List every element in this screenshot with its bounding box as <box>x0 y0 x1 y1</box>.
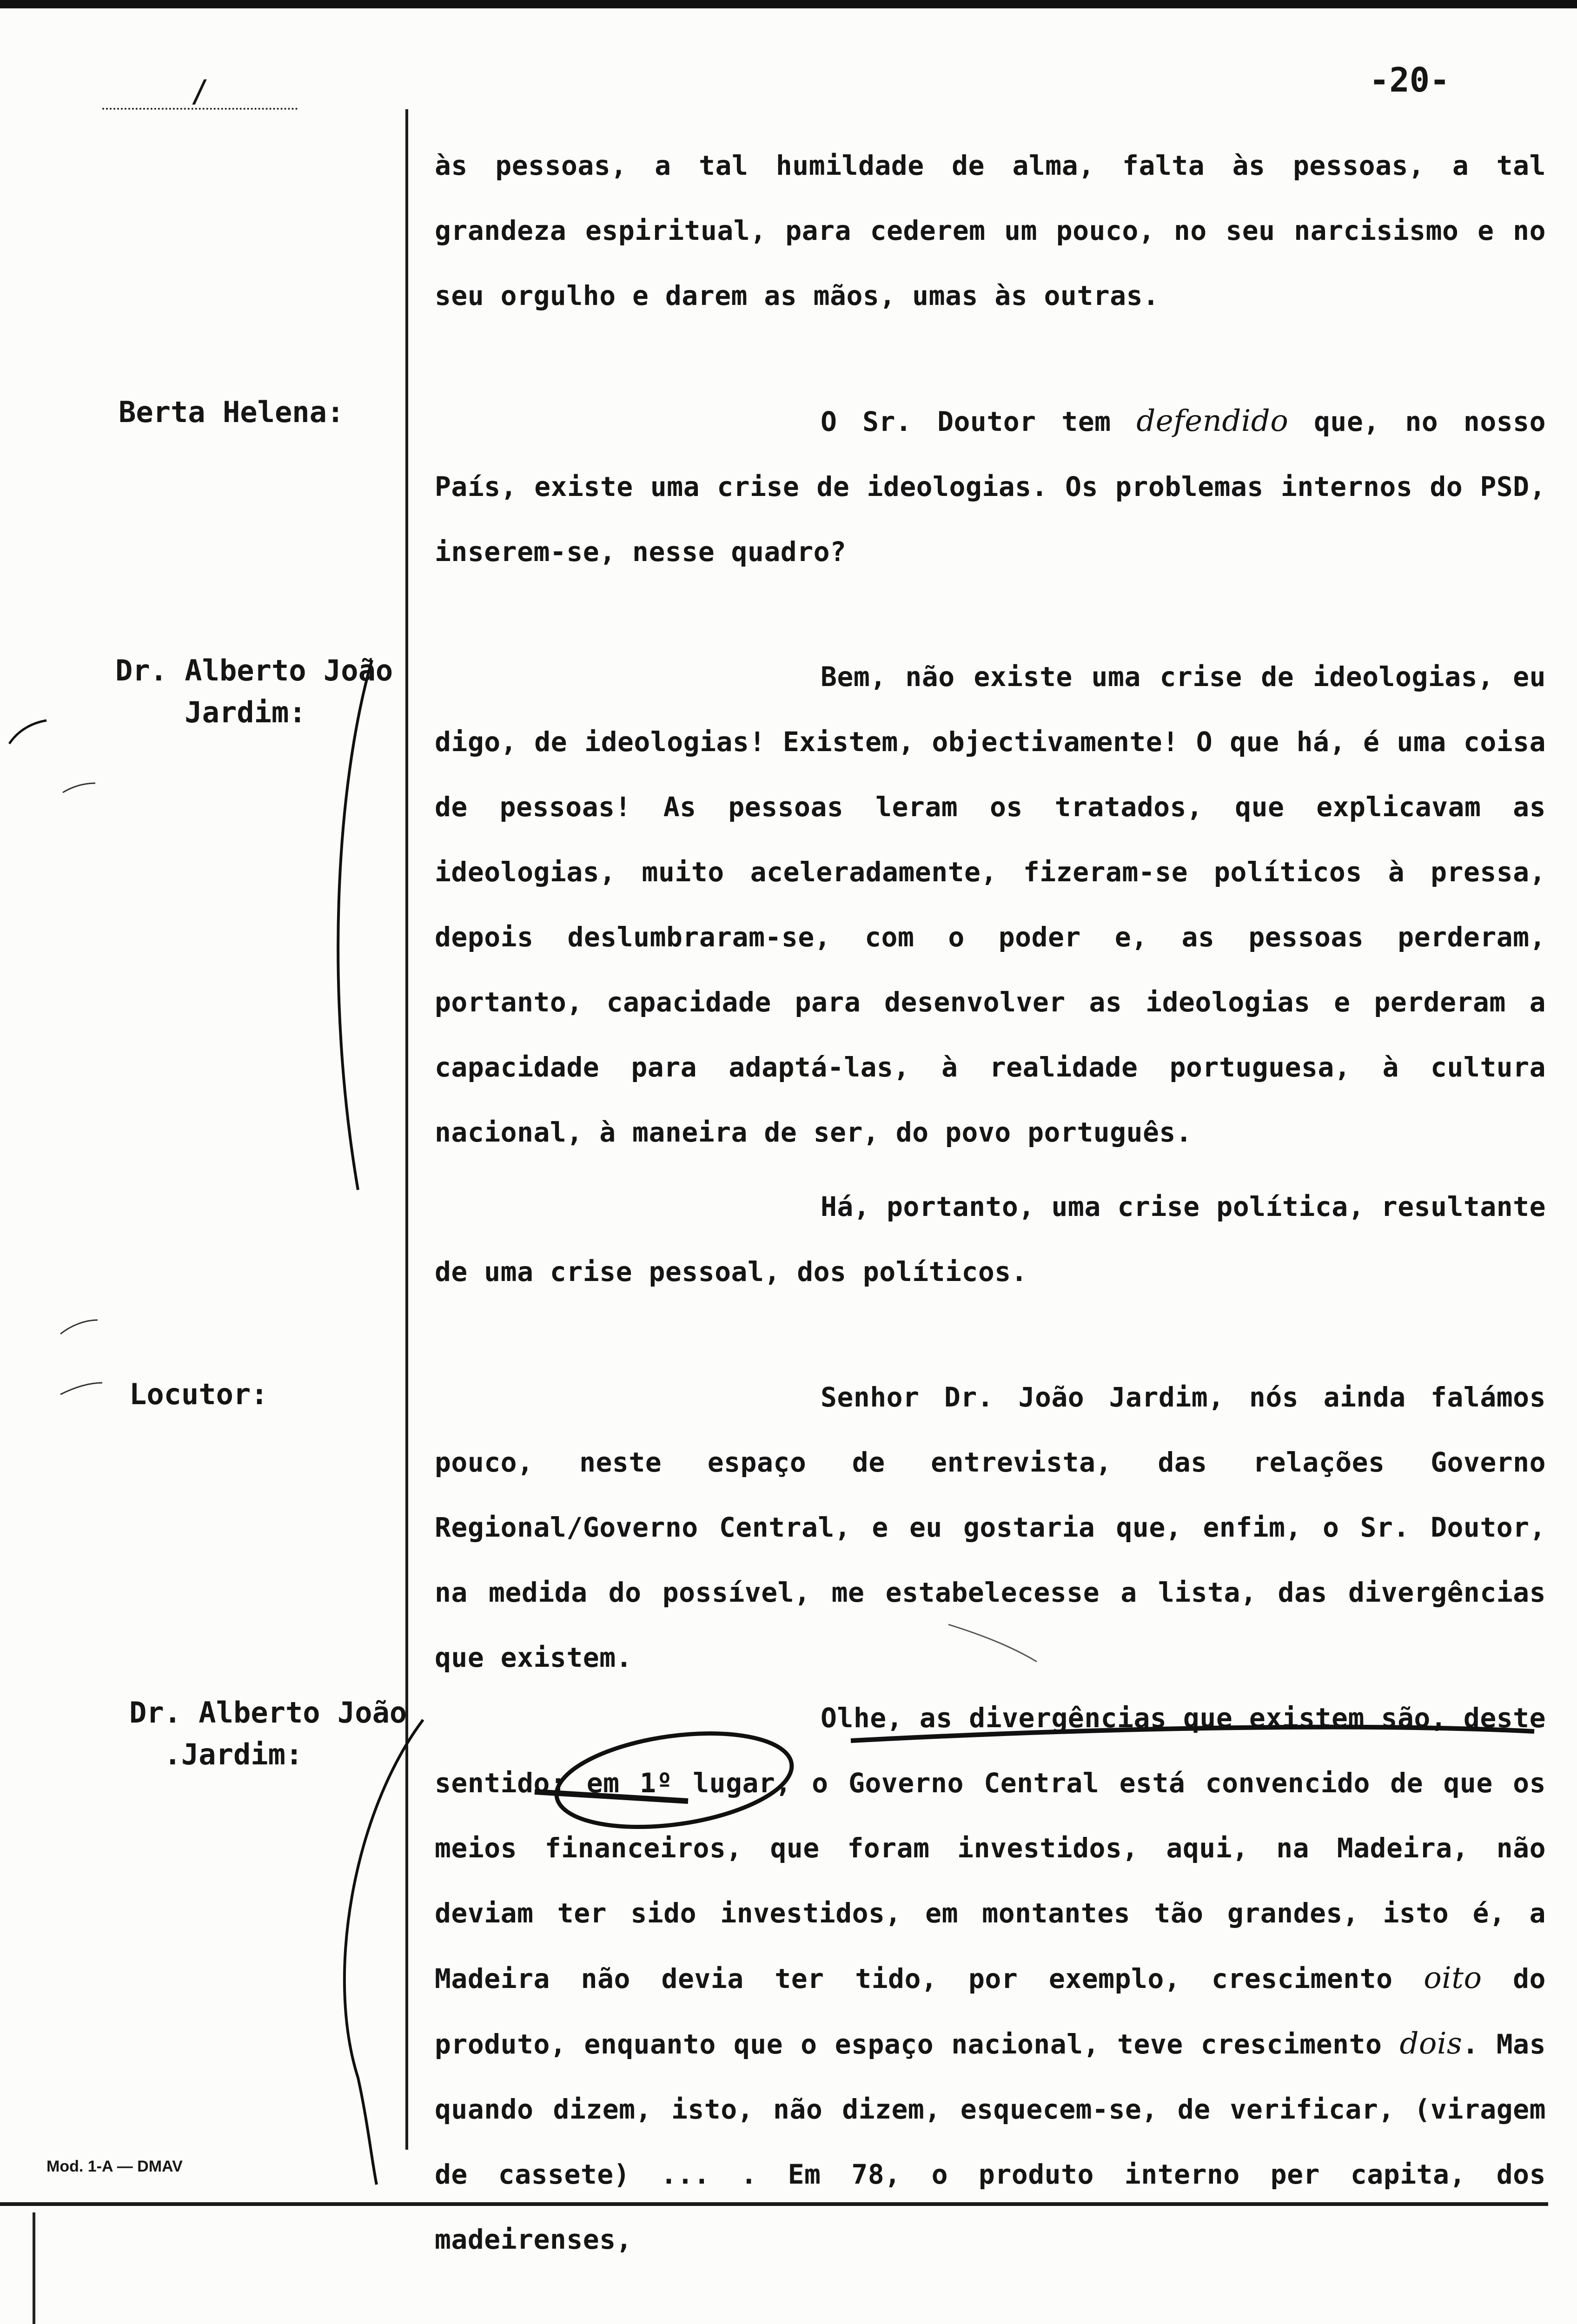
speaker-label-locutor: Locutor: <box>129 1377 268 1411</box>
underline-mark <box>851 1727 1534 1741</box>
transcript-paragraph: Olhe, as divergências que existem são, deste sentido: em 1º lugar, o Governo Central está convencido de que os meios financeiros, que foram investidos, aqui, na Madeira, não deviam ter sido investidos, em montantes tão grandes, isto é, a Madeira não devia ter tido, por exemplo, crescimento oito do produto, enquanto que o espaço nacional, teve crescimento dois. Mas quando dizem, isto, não dizem, esquecem-se, de verificar, (viragem de cassete) ... . Em 78, o produto interno per capita, dos madeirenses, <box>435 1702 1546 2255</box>
margin-tick-mark <box>63 783 95 792</box>
speaker-label-berta-helena: Berta Helena: <box>119 395 345 429</box>
transcript-paragraph: O Sr. Doutor tem defendido que, no nosso País, existe uma crise de ideologias. Os problemas internos do PSD, inserem-se, nesse quadro? <box>435 404 1546 568</box>
page-number: -20- <box>1369 60 1450 99</box>
margin-bracket-mark <box>338 660 372 1190</box>
pencil-stroke-mark <box>948 1624 1037 1662</box>
transcript-paragraph: Bem, não existe uma crise de ideologias, eu digo, de ideologias! Existem, objectivamente! O que há, é uma coisa de pessoas! As pessoas leram os tratados, que explicavam as ideologias, muito aceleradamente, fizeram-se políticos à pressa, depois deslumbraram-se, com o poder e, as pessoas perderam, portanto, capacidade para desenvolver as ideologias e perderam a capacidade para adaptá-las, à realidade portuguesa, à cultura nacional, à maneira de ser, do povo português. <box>435 661 1546 1148</box>
transcript-paragraph: às pessoas, a tal humildade de alma, falta às pessoas, a tal grandeza espiritual, para cederem um pouco, no seu narcisismo e no seu orgulho e darem as mãos, umas às outras. <box>435 150 1546 311</box>
margin-tick-mark <box>9 720 46 744</box>
handwritten-insert: dois <box>1399 2027 1463 2061</box>
handwritten-insert: oito <box>1424 1961 1482 1995</box>
circle-mark <box>550 1720 797 1840</box>
transcript-paragraph: Há, portanto, uma crise política, resultante de uma crise pessoal, dos políticos. <box>435 1191 1546 1287</box>
speaker-label-alberto-joao-jardim: Dr. Alberto João Jardim: <box>115 654 393 729</box>
transcript-paragraph: Senhor Dr. João Jardim, nós ainda falámos pouco, neste espaço de entrevista, das relações Governo Regional/Governo Central, e eu gostaria que, enfim, o Sr. Doutor, na medida do possível, me estabelecesse a lista, das divergências que existem. <box>435 1381 1546 1673</box>
margin-tick-mark <box>60 1320 98 1334</box>
margin-bracket-mark <box>345 1720 423 2185</box>
handwritten-insert: defendido <box>1136 404 1289 438</box>
speaker-label-alberto-joao-jardim-2: Dr. Alberto João .Jardim: <box>129 1696 407 1771</box>
margin-tick-mark <box>60 1383 102 1394</box>
file-reference-line: / <box>102 73 298 110</box>
form-code-label: Mod. 1-A — DMAV <box>46 2158 183 2175</box>
